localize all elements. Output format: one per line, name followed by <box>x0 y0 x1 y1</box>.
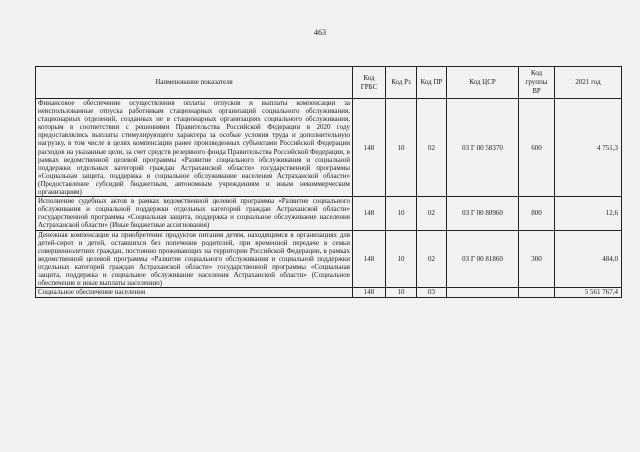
row-vr <box>519 288 555 298</box>
row-amount: 484,0 <box>555 230 622 288</box>
page-number: 463 <box>314 28 326 37</box>
row-grbs: 148 <box>353 99 386 197</box>
row-vr: 600 <box>519 99 555 197</box>
row-name: Финансовое обеспечение осуществления оплаты отпусков и выплаты компенсации за неиспользованные отпуска работникам стационарных организаций социального обслуживания, стационарных отделений, созданных не в стационарных организациях социального обслуживания, которым в соответствии с решениями Правительства Российской Федерации в 2020 году предоставлялись выплаты стимулирующего характера за особые условия труда и дополнительную нагрузку, в том числе в целях компенсации ранее произведенных субъектами Российской Федерации расходов на указанные цели, за счет средств резервного фонда Правительства Российской Федерации, в рамках ведомственной целевой программы «Развитие социального обслуживания и социальной поддержки отдельных категорий граждан Астраханской области» государственной программы «Социальная защита, поддержка и социальное обслуживание населения Астраханской области» (Предоставление субсидий бюджетным, автономным учреждениям и иным некоммерческим организациям) <box>36 99 353 197</box>
budget-table <box>35 66 622 298</box>
row-rz: 10 <box>386 288 417 298</box>
row-rz: 10 <box>386 99 417 197</box>
table-row <box>36 288 622 298</box>
row-vr: 300 <box>519 230 555 288</box>
header-rz: Код Рз <box>386 67 417 99</box>
table-row <box>36 99 622 197</box>
header-name: Наименование показателя <box>36 67 353 99</box>
row-amount: 4 751,3 <box>555 99 622 197</box>
row-name: Исполнение судебных актов в рамках ведомственной целевой программы «Развитие социального обслуживания и социальной поддержки отдельных категорий граждан Астраханской области» государственной программы «Социальная защита, поддержка и социальное обслуживание населения Астраханской области» (Иные бюджетные ассигнования) <box>36 197 353 230</box>
row-pr: 02 <box>417 230 447 288</box>
row-vr: 800 <box>519 197 555 230</box>
row-csr: 03 Г 00 58370 <box>447 99 519 197</box>
row-pr: 03 <box>417 288 447 298</box>
header-pr: Код ПР <box>417 67 447 99</box>
row-grbs: 148 <box>353 230 386 288</box>
row-name: Социальное обеспечение населения <box>36 288 353 298</box>
row-pr: 02 <box>417 197 447 230</box>
row-grbs: 148 <box>353 288 386 298</box>
table-row <box>36 197 622 230</box>
header-year: 2021 год <box>555 67 622 99</box>
header-grbs: Код ГРБС <box>353 67 386 99</box>
row-csr: 03 Г 00 81860 <box>447 230 519 288</box>
header-vr: Код группы ВР <box>519 67 555 99</box>
table-row <box>36 230 622 288</box>
header-csr: Код ЦСР <box>447 67 519 99</box>
row-name: Денежная компенсация на приобретение продуктов питания детям, находящимся в организациях для детей-сирот и детей, оставшихся без попечения родителей, при временной передаче в семьи совершеннолетних граждан, постоянно проживающих на территории Российской Федерации, в рамках ведомственной целевой программы «Развитие социального обслуживания и социальной поддержки отдельных категорий граждан Астраханской области» государственной программы «Социальная защита, поддержка и социальное обслуживание населения Астраханской области» (Социальное обеспечение и иные выплаты населению) <box>36 230 353 288</box>
row-amount: 12,6 <box>555 197 622 230</box>
row-csr: 03 Г 00 80960 <box>447 197 519 230</box>
table-header-row <box>36 67 622 99</box>
row-csr <box>447 288 519 298</box>
row-rz: 10 <box>386 230 417 288</box>
row-amount: 5 561 767,4 <box>555 288 622 298</box>
row-rz: 10 <box>386 197 417 230</box>
row-grbs: 148 <box>353 197 386 230</box>
row-pr: 02 <box>417 99 447 197</box>
